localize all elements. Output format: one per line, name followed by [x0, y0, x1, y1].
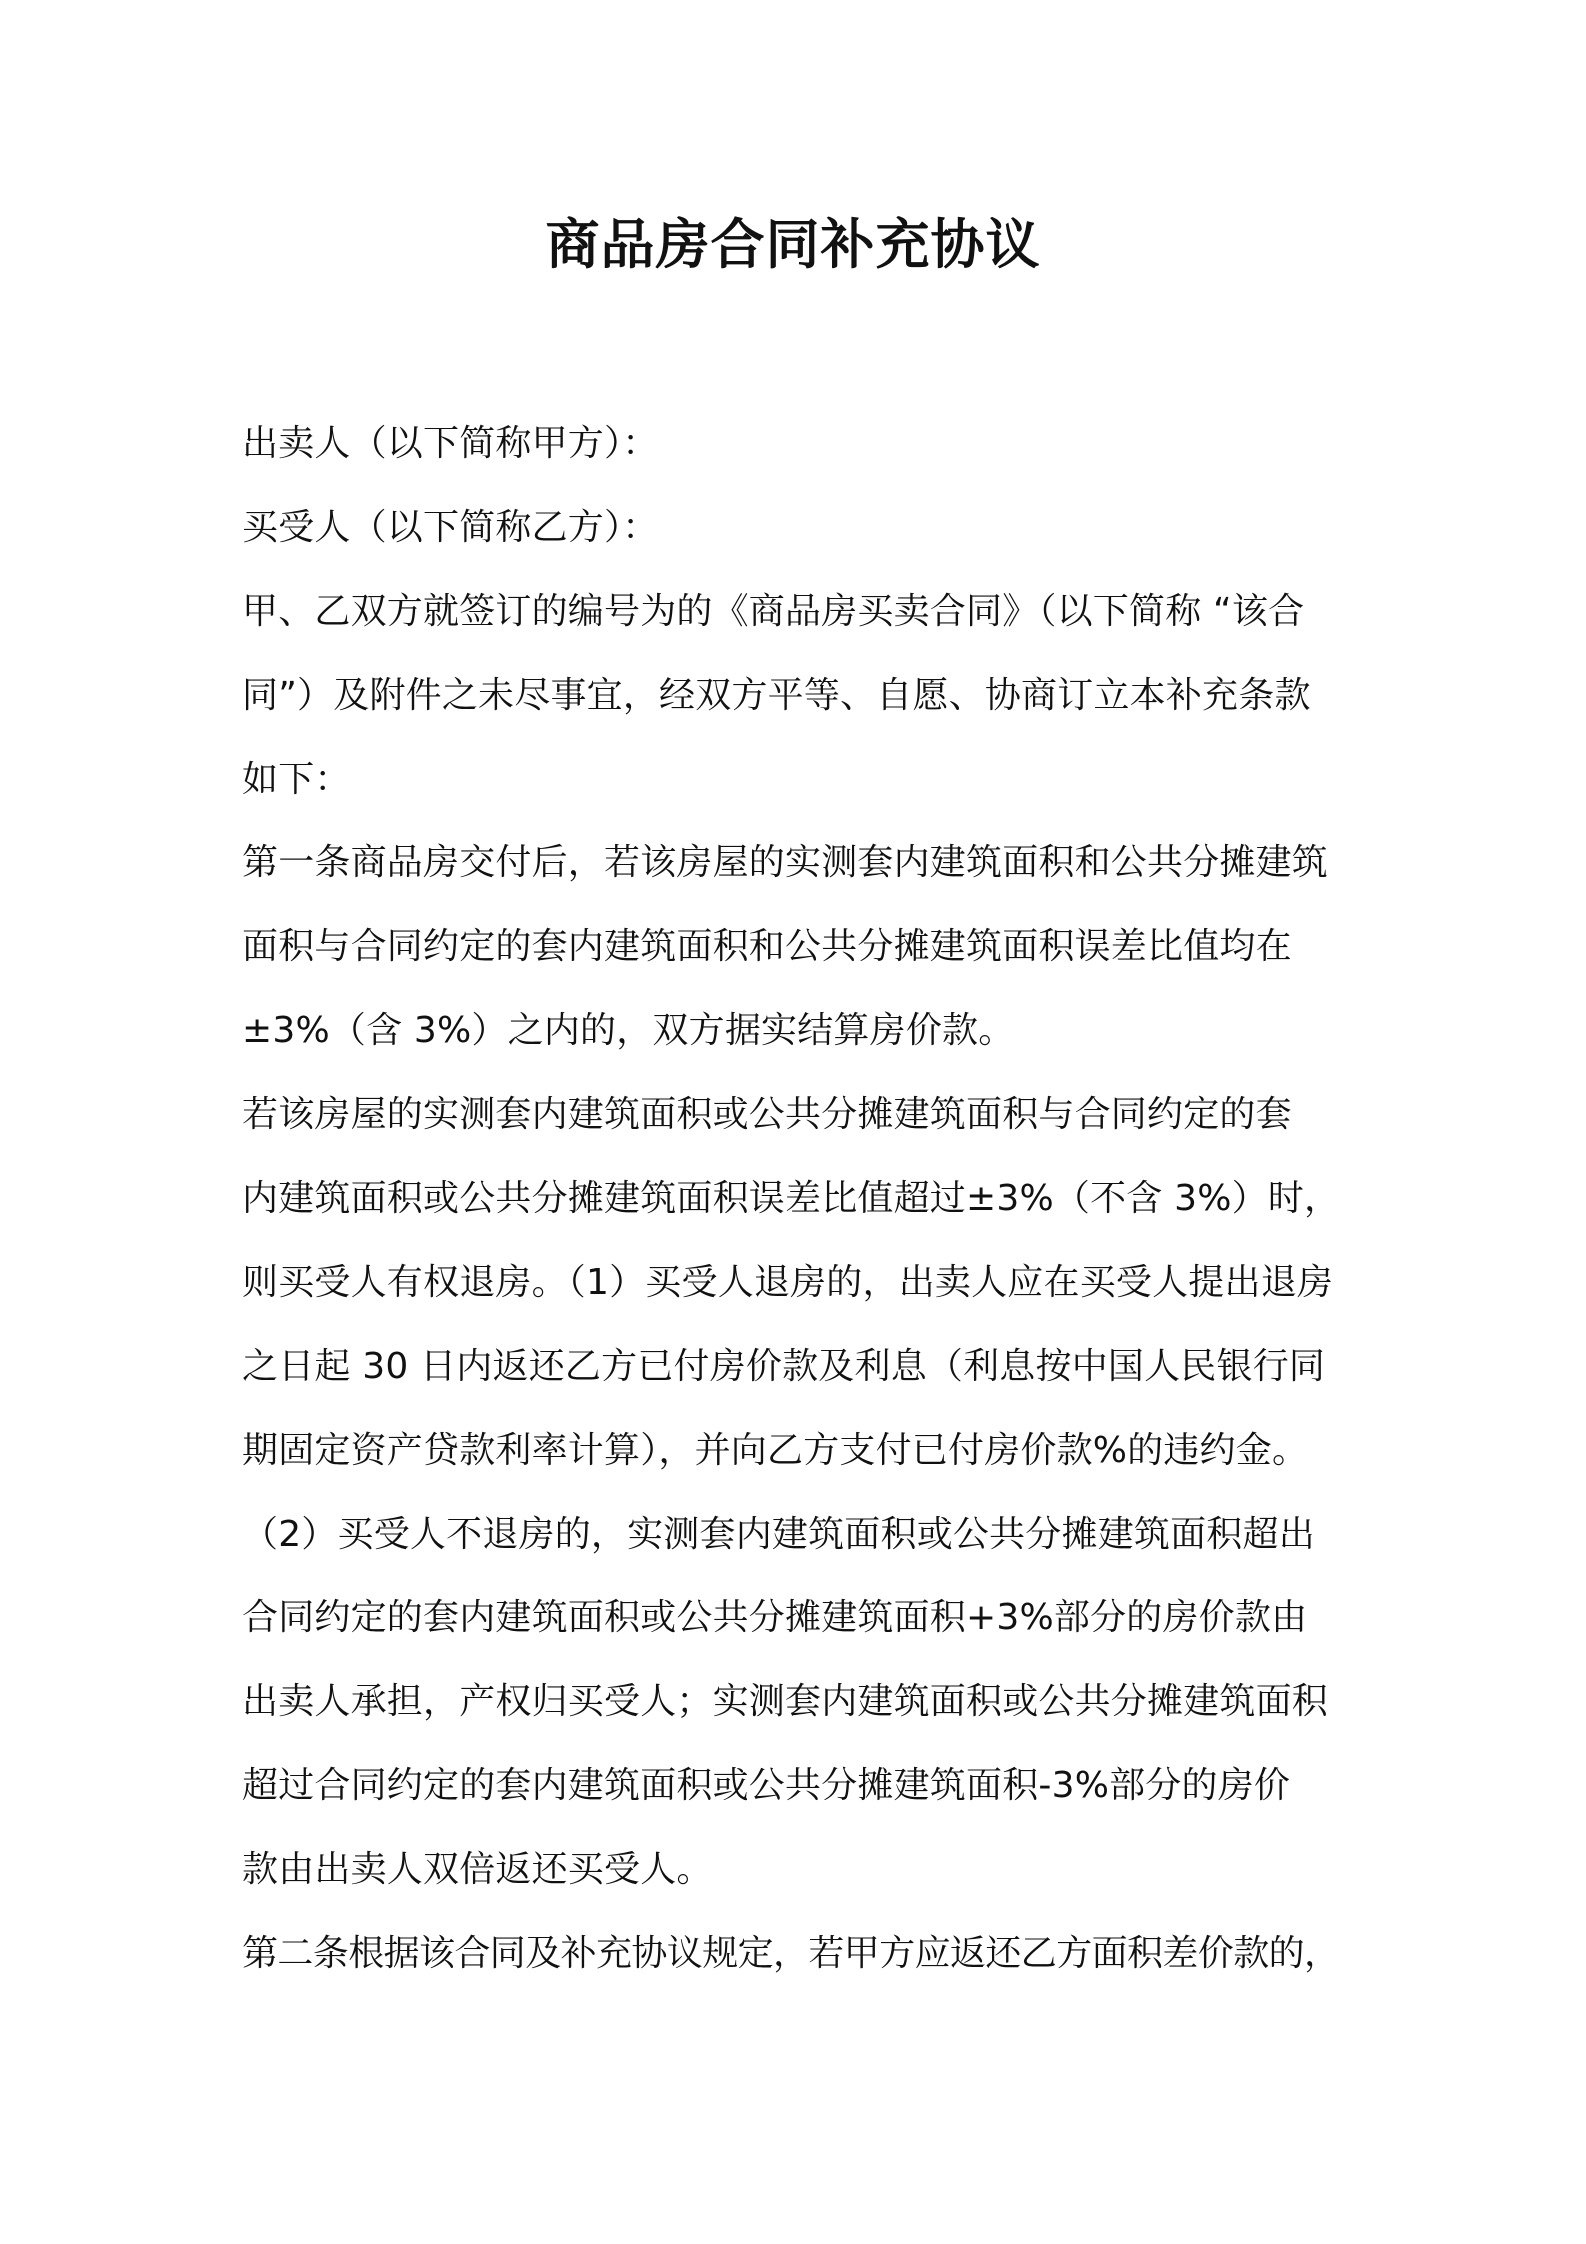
article-two-line: 第二条根据该合同及补充协议规定，若甲方应返还乙方面积差价款的，	[242, 1933, 1340, 1975]
text-line: 内建筑面积或公共分摊建筑面积误差比值超过±3%（不含 3%）时，	[242, 1178, 1341, 1220]
document-title: 商品房合同补充协议	[545, 213, 1041, 276]
text-line: 如下：	[242, 758, 351, 800]
seller-line: 出卖人（以下简称甲方）：	[242, 423, 659, 464]
text-line: 期固定资产贷款利率计算），并向乙方支付已付房价款%的违约金。	[242, 1429, 1309, 1471]
buyer-line: 买受人（以下简称乙方）：	[242, 506, 659, 548]
text-line: 面积与合同约定的套内建筑面积和公共分摊建筑面积误差比值均在	[242, 926, 1292, 968]
text-line: 超过合同约定的套内建筑面积或公共分摊建筑面积-3%部分的房价	[242, 1765, 1291, 1807]
text-line: 出卖人承担，产权归买受人；实测套内建筑面积或公共分摊建筑面积	[242, 1681, 1329, 1723]
document-body	[242, 402, 1367, 1996]
text-line: ±3%（含 3%）之内的，双方据实结算房价款。	[242, 1010, 1015, 1052]
text-line: 同”）及附件之未尽事宜，经双方平等、自愿、协商订立本补充条款	[242, 674, 1311, 716]
text-line: 合同约定的套内建筑面积或公共分摊建筑面积+3%部分的房价款由	[242, 1597, 1308, 1639]
text-line: 若该房屋的实测套内建筑面积或公共分摊建筑面积与合同约定的套	[242, 1094, 1292, 1136]
text-line: （2）买受人不退房的，实测套内建筑面积或公共分摊建筑面积超出	[242, 1513, 1315, 1555]
text-line: 则买受人有权退房。（1）买受人退房的，出卖人应在买受人提出退房	[242, 1261, 1334, 1303]
text-line: 款由出卖人双倍返还买受人。	[242, 1849, 713, 1891]
text-line: 之日起 30 日内返还乙方已付房价款及利息（利息按中国人民银行同	[242, 1345, 1326, 1387]
text-line: 甲、乙双方就签订的编号为的《商品房买卖合同》（以下简称 “该合	[242, 590, 1305, 632]
article-one-line: 第一条商品房交付后，若该房屋的实测套内建筑面积和公共分摊建筑	[242, 842, 1329, 884]
